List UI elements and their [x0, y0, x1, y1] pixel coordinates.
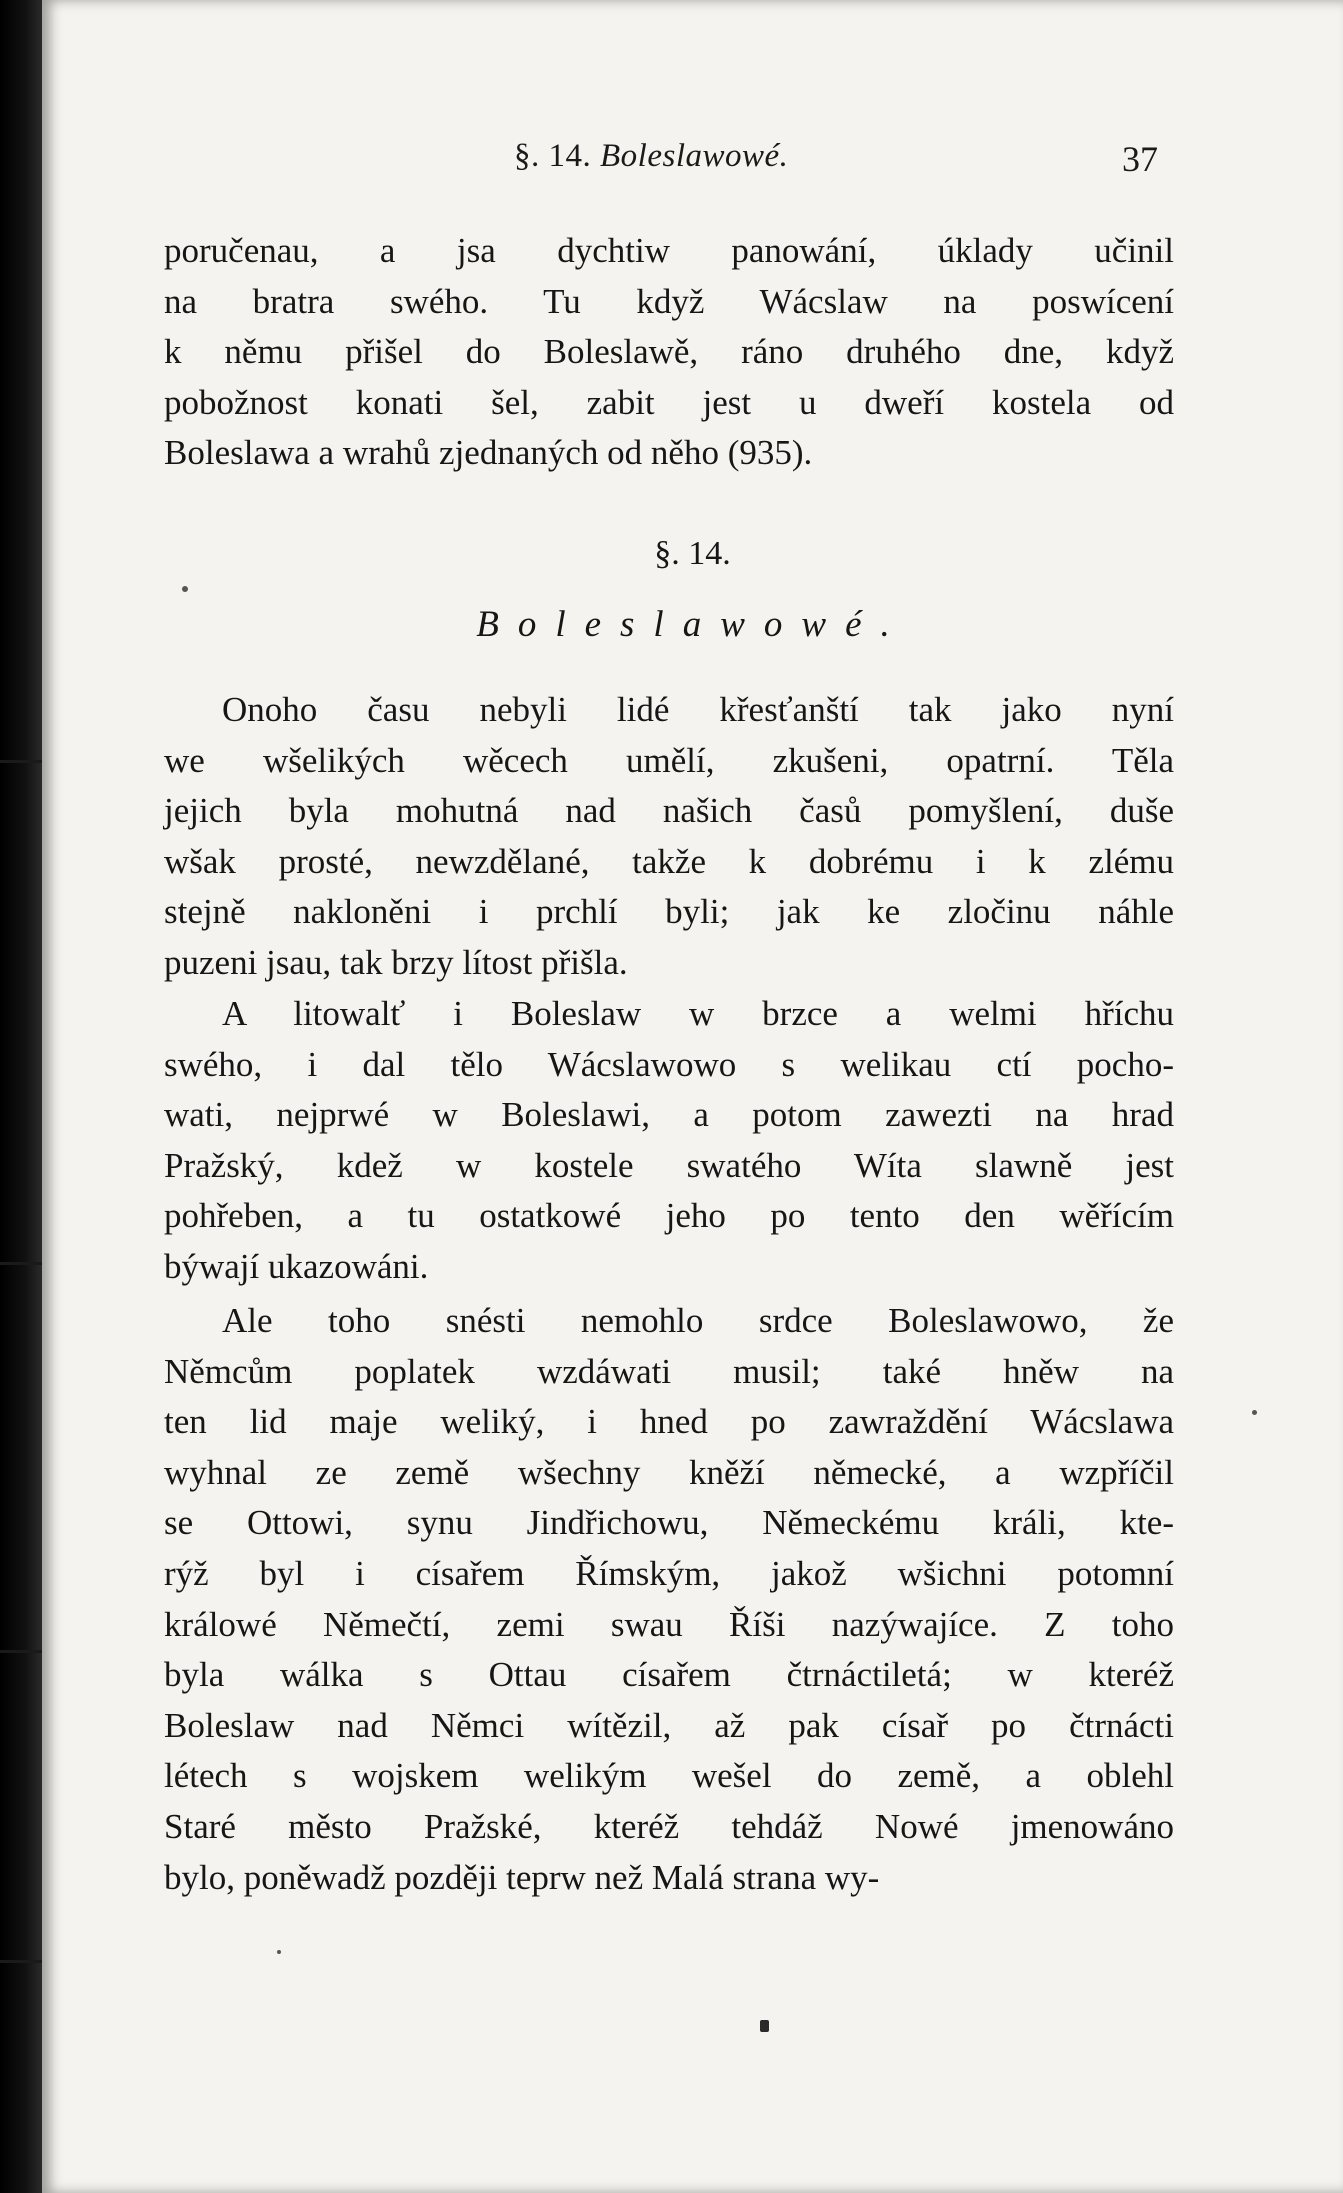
text-line: swého, i dal tělo Wácslawowo s welikau ctí pocho- — [164, 1044, 1174, 1084]
text-line: A litowalť i Boleslaw w brzce a welmi hříchu — [222, 994, 1174, 1033]
text-line: na bratra swého. Tu když Wácslaw na poswícení — [164, 281, 1174, 321]
text-line: Ale toho snésti nemohlo srdce Boleslawowo, že — [222, 1301, 1174, 1340]
text-line: králowé Němečtí, zemi swau Říši nazýwajíce. Z toho — [164, 1604, 1174, 1644]
text-line: k němu přišel do Boleslawě, ráno druhého dne, když — [164, 332, 1174, 372]
page-header — [42, 138, 1343, 188]
section-number: §. 14. — [654, 535, 731, 572]
text-line: Staré město Pražské, kteréž tehdáž Nowé jmenowáno — [164, 1806, 1174, 1846]
text-line: Boleslaw nad Němci wítězil, až pak císař po čtrnácti — [164, 1705, 1174, 1745]
paper-speck — [182, 586, 188, 592]
text-line: Pražský, kdež w kostele swatého Wíta slawně jest — [164, 1145, 1174, 1185]
text-line: we wšelikých wěcech umělí, zkušeni, opatrní. Těla — [164, 740, 1174, 780]
page-number: 37 — [1122, 139, 1158, 179]
header-section-ref: §. 14. — [514, 138, 592, 174]
text-line: létech s wojskem welikým wešel do země, a oblehl — [164, 1756, 1174, 1796]
text-line: puzeni jsau, tak brzy lítost přišla. — [164, 942, 628, 982]
text-line: pohřeben, a tu ostatkowé jeho po tento den wěřícím — [164, 1196, 1174, 1236]
text-line: byla wálka s Ottau císařem čtrnáctiletá; w kteréž — [164, 1655, 1174, 1695]
paper-speck — [277, 1950, 281, 1954]
text-line: poručenau, a jsa dychtiw panowání, úklady učinil — [164, 231, 1174, 270]
paragraph-2 — [164, 989, 1174, 1293]
text-line: Boleslawa a wrahů zjednaných od něho (935). — [164, 433, 813, 473]
paragraph-3 — [164, 1296, 1174, 1903]
gutter-mark — [0, 1262, 42, 1265]
ink-blot — [760, 2020, 769, 2032]
text-line: pobožnost konati šel, zabit jest u dweří kostela od — [164, 382, 1174, 422]
text-line: wšak prosté, newzdělané, takže k dobrému i k zlému — [164, 841, 1174, 881]
book-binding-edge — [0, 0, 42, 2193]
text-line: Němcům poplatek wzdáwati musil; také hněw na — [164, 1351, 1174, 1391]
text-line: Onoho času nebyli lidé křesťanští tak jako nyní — [222, 690, 1174, 729]
text-line: se Ottowi, synu Jindřichowu, Německému králi, kte- — [164, 1503, 1174, 1543]
gutter-mark — [0, 1960, 42, 1963]
gutter-mark — [0, 760, 42, 763]
section-title: Boleslawowé. — [476, 604, 909, 645]
text-line: wati, nejprwé w Boleslawi, a potom zawezti na hrad — [164, 1095, 1174, 1135]
text-line: rýž byl i císařem Římským, jakož wšichni potomní — [164, 1553, 1174, 1593]
gutter-mark — [0, 1650, 42, 1653]
book-page — [42, 0, 1343, 2193]
paper-speck — [1252, 1410, 1257, 1415]
text-line: bylo, poněwadž později teprw než Malá strana wy- — [164, 1857, 880, 1897]
text-line: jejich byla mohutná nad našich časů pomyšlení, duše — [164, 791, 1174, 831]
running-head — [514, 138, 788, 175]
header-running-title: Boleslawowé. — [600, 138, 789, 174]
paragraph-top — [164, 226, 1174, 479]
paragraph-1 — [164, 685, 1174, 989]
text-line: stejně nakloněni i prchlí byli; jak ke zločinu náhle — [164, 892, 1174, 932]
text-line: wyhnal ze země wšechny kněží německé, a wzpříčil — [164, 1452, 1174, 1492]
text-line: ten lid maje weliký, i hned po zawraždění Wácslawa — [164, 1402, 1174, 1442]
text-line: býwají ukazowáni. — [164, 1246, 429, 1286]
